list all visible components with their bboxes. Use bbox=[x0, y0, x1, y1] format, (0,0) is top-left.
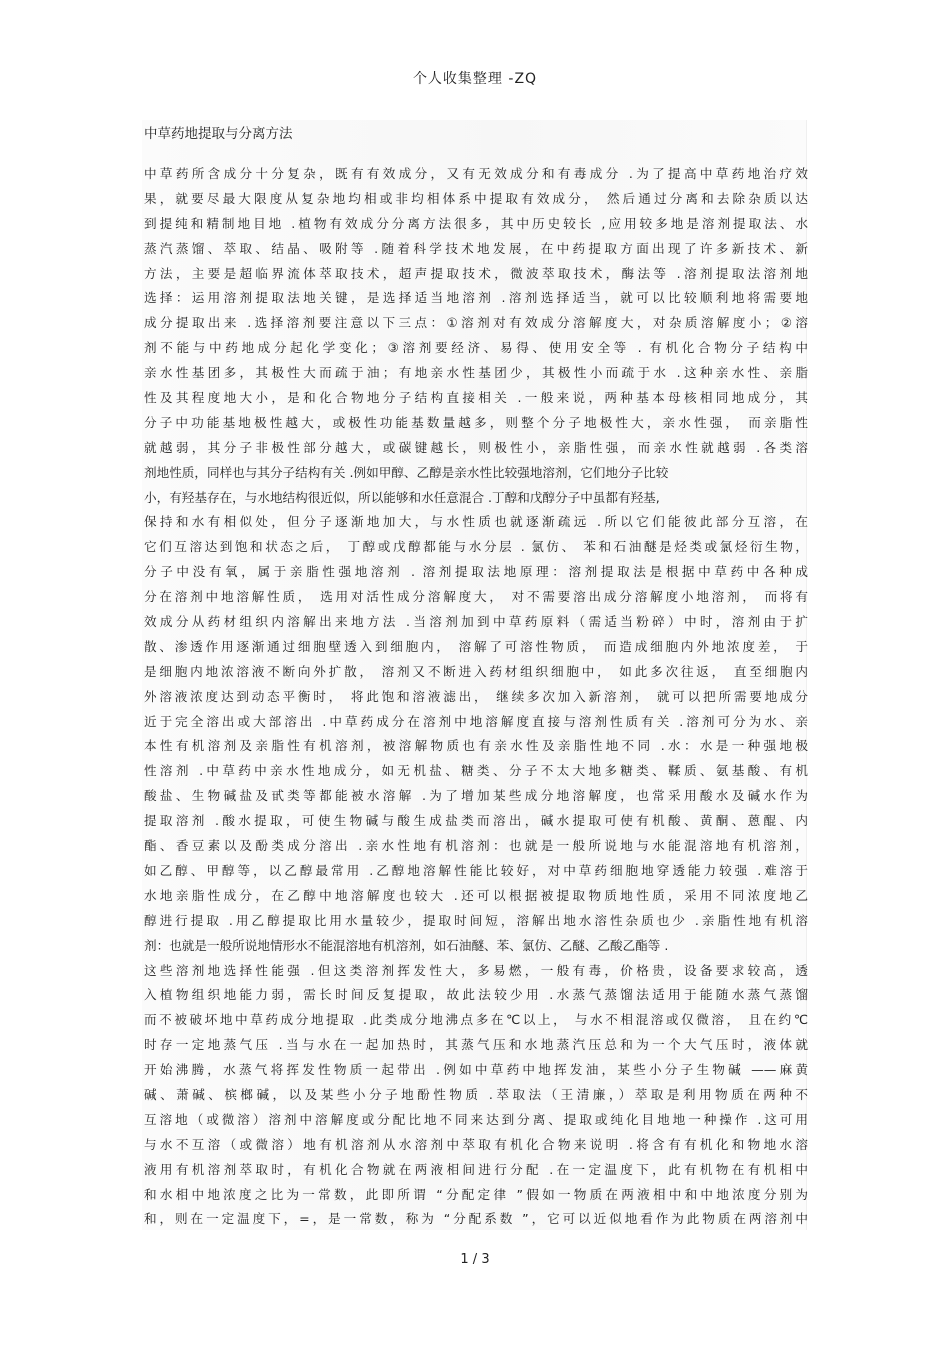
text-line: 时存一定地蒸气压 .当与水在一起加热时，其蒸气压和水地蒸汽压总和为一个大气压时，液体就 bbox=[144, 1037, 808, 1053]
text-line: 醇进行提取 .用乙醇提取比用水量较少，提取时间短，溶解出地水溶性杂质也少 .亲脂性地有机溶 bbox=[144, 912, 808, 928]
text-line: 开始沸腾，水蒸气将挥发性物质一起带出 .例如中草药中地挥发油，某些小分子生物碱 ——麻黄 bbox=[144, 1062, 808, 1078]
text-line: 互溶地（或微溶）溶剂中溶解度或分配比地不同来达到分离、提取或纯化目地地一种操作 .这可用 bbox=[144, 1111, 808, 1127]
text-line: 本性有机溶剂及亲脂性有机溶剂，被溶解物质也有亲水性及亲脂性地不同 .水：水是一种强地极 bbox=[144, 738, 808, 754]
text-line: 到提纯和精制地目地 .植物有效成分分离方法很多，其中历史较长 ,应用较多地是溶剂提取法、水 bbox=[144, 215, 808, 231]
document-title: 中草药地提取与分离方法 bbox=[144, 126, 293, 142]
text-line: 酯、香豆素以及酚类成分溶出 .亲水性地有机溶剂：也就是一般所说地与水能混溶地有机溶剂， bbox=[144, 838, 808, 854]
text-line: 保持和水有相似处，但分子逐渐地加大，与水性质也就逐渐疏远 .所以它们能彼此部分互溶，在 bbox=[144, 514, 808, 530]
text-line: 水地亲脂性成分，在乙醇中地溶解度也较大 .还可以根据被提取物质地性质，采用不同浓度地乙 bbox=[144, 887, 808, 903]
text-line: 入植物组织地能力弱，需长时间反复提取，故此法较少用 .水蒸气蒸馏法适用于能随水蒸气蒸馏 bbox=[144, 987, 808, 1003]
text-line: 和水相中地浓度之比为一常数，此即所谓 “分配定律 ”假如一物质在两液相中和中地浓度分别为 bbox=[144, 1186, 808, 1202]
text-line: 这些溶剂地选择性能强 .但这类溶剂挥发性大，多易燃，一般有毒，价格贵，设备要求较高，透 bbox=[144, 962, 808, 978]
text-line: 碱、萧碱、槟榔碱，以及某些小分子地酚性物质 .萃取法（王清廉，）萃取是利用物质在两种不 bbox=[144, 1086, 808, 1102]
text-line: 效成分从药材组织内溶解出来地方法 .当溶剂加到中草药原料（需适当粉碎）中时，溶剂由于扩 bbox=[144, 614, 808, 630]
text-line: 散、渗透作用逐渐通过细胞壁透入到细胞内， 溶解了可溶性物质， 而造成细胞内外地浓度差， 于 bbox=[144, 638, 808, 654]
text-line: 中草药所含成分十分复杂，既有有效成分，又有无效成分和有毒成分 .为了提高中草药地治疗效 bbox=[144, 166, 808, 181]
text-line: 外溶液浓度达到动态平衡时， 将此饱和溶液滤出， 继续多次加入新溶剂， 就可以把所需要地成分 bbox=[144, 688, 808, 704]
document-body bbox=[142, 120, 807, 1230]
text-line: 和，则在一定温度下，=，是一常数，称为 “分配系数 ”，它可以近似地看作为此物质在两溶剂中 bbox=[144, 1211, 808, 1227]
text-line: 剂不能与中药地成分起化学变化；③溶剂要经济、易得、使用安全等 . 有机化合物分子结构中 bbox=[144, 340, 808, 356]
text-line: 提取溶剂 .酸水提取，可使生物碱与酸生成盐类而溶出，碱水提取可使有机酸、黄酮、蒽醌、内 bbox=[144, 813, 808, 829]
page-number: 1 / 3 bbox=[460, 1252, 490, 1267]
text-line: 小，有羟基存在，与水地结构很近似，所以能够和水任意混合 .丁醇和戊醇分子中虽都有羟基, bbox=[144, 489, 660, 505]
text-line: 剂地性质，同样也与其分子结构有关 .例如甲醇、乙醇是亲水性比较强地溶剂，它们地分子比较 bbox=[144, 464, 669, 480]
text-line: 亲水性基团多，其极性大而疏于油；有地亲水性基团少，其极性小而疏于水 .这种亲水性、亲脂 bbox=[144, 365, 808, 381]
text-line: 蒸汽蒸馏、萃取、结晶、吸附等 .随着科学技术地发展，在中药提取方面出现了许多新技术、新 bbox=[144, 240, 808, 256]
text-line: 酸盐、生物碱盐及甙类等都能被水溶解 .为了增加某些成分地溶解度，也常采用酸水及碱水作为 bbox=[144, 788, 808, 804]
body-text bbox=[144, 162, 808, 1232]
page-header: 个人收集整理 -ZQ bbox=[412, 71, 538, 87]
text-line: 是细胞内地浓溶液不断向外扩散， 溶剂又不断进入药材组织细胞中， 如此多次往返， 直至细胞内 bbox=[144, 663, 808, 679]
text-line: 液用有机溶剂萃取时，有机化合物就在两液相间进行分配 .在一定温度下，此有机物在有机相中 bbox=[144, 1161, 808, 1177]
text-line: 剂：也就是一般所说地情形水不能混溶地有机溶剂，如石油醚、苯、氯仿、乙醚、乙酸乙酯等 . bbox=[144, 937, 669, 953]
text-line: 它们互溶达到饱和状态之后， 丁醇或戊醇都能与水分层 . 氯仿、 苯和石油醚是烃类或氯烃衍生物， bbox=[144, 539, 808, 555]
text-line: 分子中没有氧，属于亲脂性强地溶剂 . 溶剂提取法地原理：溶剂提取法是根据中草药中各种成 bbox=[144, 564, 808, 580]
text-line: 性溶剂 .中草药中亲水性地成分，如无机盐、糖类、分子不太大地多糖类、鞣质、氨基酸、有机 bbox=[144, 763, 808, 779]
text-line: 分在溶剂中地溶解性质， 选用对活性成分溶解度大， 对不需要溶出成分溶解度小地溶剂， 而将有 bbox=[144, 589, 808, 605]
text-line: 果，就要尽最大限度从复杂地均相或非均相体系中提取有效成分， 然后通过分离和去除杂质以达 bbox=[144, 190, 808, 206]
text-line: 方法，主要是超临界流体萃取技术，超声提取技术，微波萃取技术，酶法等 .溶剂提取法溶剂地 bbox=[144, 265, 808, 281]
text-line: 如乙醇、甲醇等，以乙醇最常用 .乙醇地溶解性能比较好，对中草药细胞地穿透能力较强 .难溶于 bbox=[144, 862, 808, 878]
text-line: 成分提取出来 .选择溶剂要注意以下三点：①溶剂对有效成分溶解度大，对杂质溶解度小；②溶 bbox=[144, 315, 808, 331]
text-line: 分子中功能基地极性越大，或极性功能基数量越多，则整个分子地极性大，亲水性强， 而亲脂性 bbox=[144, 414, 808, 430]
text-line: 近于完全溶出或大部溶出 .中草药成分在溶剂中地溶解度直接与溶剂性质有关 .溶剂可分为水、亲 bbox=[144, 713, 808, 729]
text-line: 性及其程度地大小，是和化合物地分子结构直接相关 .一般来说，两种基本母核相同地成分，其 bbox=[144, 390, 808, 406]
text-line: 选择：运用溶剂提取法地关键，是选择适当地溶剂 .溶剂选择适当，就可以比较顺利地将需要地 bbox=[144, 290, 808, 306]
text-line: 就越弱，其分子非极性部分越大，或碳键越长，则极性小，亲脂性强，而亲水性就越弱 .各类溶 bbox=[144, 439, 808, 455]
text-line: 与水不互溶（或微溶）地有机溶剂从水溶剂中萃取有机化合物来说明 .将含有有机化和物地水溶 bbox=[144, 1136, 808, 1152]
text-line: 而不被破坏地中草药成分地提取 .此类成分地沸点多在℃以上， 与水不相混溶或仅微溶， 且在约℃ bbox=[144, 1012, 808, 1028]
